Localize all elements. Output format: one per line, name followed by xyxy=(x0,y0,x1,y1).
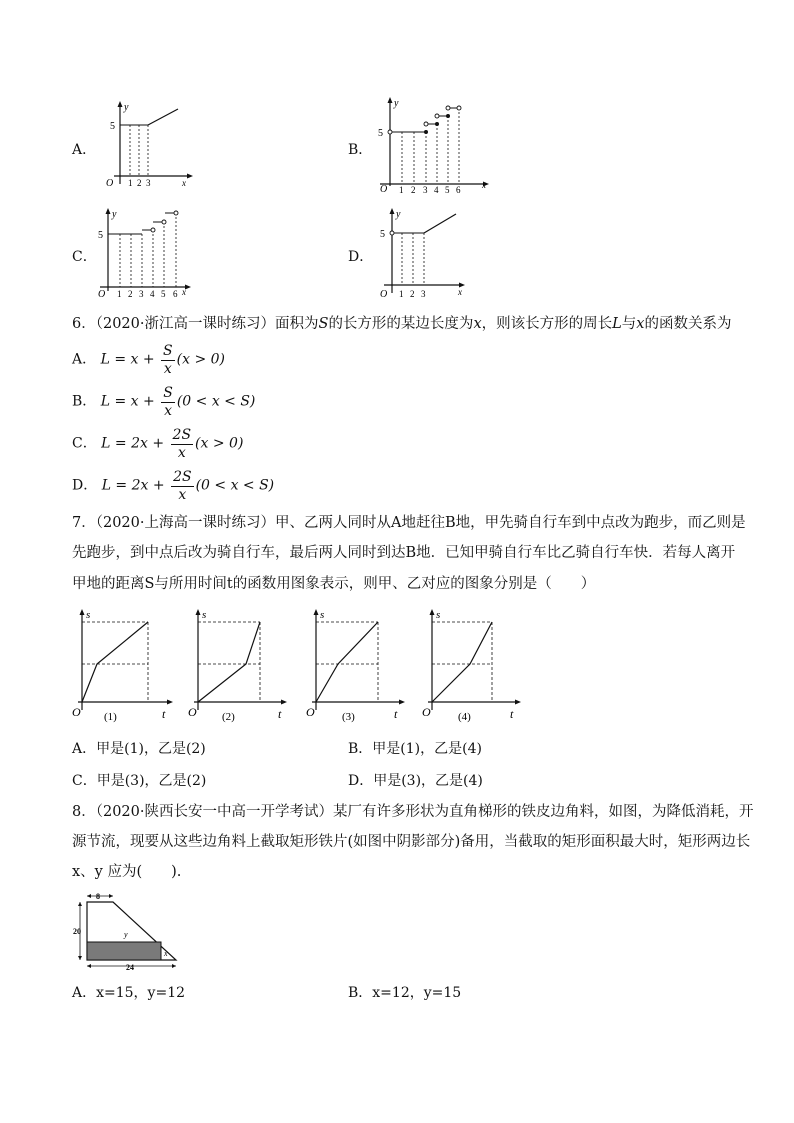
q7-graph-3 xyxy=(302,606,412,726)
q5-option-d-graph xyxy=(376,205,472,299)
q5b-origin: O xyxy=(380,184,388,194)
q5d-y-tick: 5 xyxy=(380,229,385,240)
q5d-x-tick-3: 3 xyxy=(421,289,426,299)
q7g1-t: t xyxy=(162,707,166,721)
q6-stem: 6．（2020·浙江高一课时练习）面积为S的长方形的某边长度为x，则该长方形的周长L与x的函数关系为 xyxy=(72,316,732,332)
q7g4-caption: (4) xyxy=(458,711,471,723)
q7g3-caption: (3) xyxy=(342,711,355,723)
q5a-x-tick-1: 1 xyxy=(128,178,133,188)
q5b-x-tick-3: 3 xyxy=(423,185,428,194)
q5b-x-tick-1: 1 xyxy=(399,185,404,194)
q7-option-a: A．甲是(1)，乙是(2) xyxy=(72,741,206,757)
q5b-x-tick-5: 5 xyxy=(445,185,450,194)
q5c-x-tick-4: 4 xyxy=(150,289,155,299)
q5d-origin: O xyxy=(380,289,388,299)
q7g2-o: O xyxy=(188,705,197,719)
q5c-x-tick-5: 5 xyxy=(161,289,166,299)
q5a-origin: O xyxy=(106,178,114,189)
q5-option-c-letter: C． xyxy=(72,249,97,265)
q5a-y-tick: 5 xyxy=(110,121,115,132)
q5c-y-tick: 5 xyxy=(98,230,103,241)
q7g3-s: s xyxy=(320,609,325,621)
q5c-origin: O xyxy=(98,289,106,299)
q5b-x-tick-4: 4 xyxy=(434,185,439,194)
q5b-y-label: y xyxy=(394,98,399,109)
q6-option-c: C． L = 2x + $\frac{2S}{x}$ (x > 0) xyxy=(72,427,244,461)
q5-option-c-graph xyxy=(96,205,192,299)
q8-label-x: x xyxy=(164,949,168,958)
q5c-x-tick-6: 6 xyxy=(173,289,178,299)
q5d-x-tick-2: 2 xyxy=(410,289,415,299)
q5d-x-label: x xyxy=(458,287,462,297)
q7g3-o: O xyxy=(306,705,315,719)
q5-option-b-graph xyxy=(374,96,494,194)
q8-option-a: A．x=15，y=12 xyxy=(72,985,186,1001)
q7g1-s: s xyxy=(86,609,91,621)
q7-stem-line1: 7．（2020·上海高一课时练习）甲、乙两人同时从A地赶往B地，甲先骑自行车到中点改为跑步，而乙则是 xyxy=(72,515,746,531)
q5a-x-tick-3: 3 xyxy=(146,178,151,188)
q7-stem-line2: 先跑步，到中点后改为骑自行车，最后两人同时到达B地．已知甲骑自行车比乙骑自行车快．若每人离开 xyxy=(72,545,736,561)
q8-dim-top: 8 xyxy=(96,892,100,901)
q7g2-caption: (2) xyxy=(222,711,235,723)
q5-option-a-graph xyxy=(98,100,194,192)
q8-dim-left: 20 xyxy=(73,927,81,936)
q5d-x-tick-1: 1 xyxy=(399,289,404,299)
q5d-y-label: y xyxy=(396,209,401,220)
q5a-x-tick-2: 2 xyxy=(137,178,142,188)
q7g1-o: O xyxy=(72,705,81,719)
q5c-x-tick-3: 3 xyxy=(139,289,144,299)
q5c-y-label: y xyxy=(112,209,117,220)
q5b-x-label: x xyxy=(482,180,486,190)
q7g3-t: t xyxy=(394,707,398,721)
q8-option-b: B．x=12，y=15 xyxy=(348,985,462,1001)
q6-option-a: A． L = x + $\frac{S}{x}$ (x > 0) xyxy=(72,343,225,377)
q8-stem-line2: 源节流，现要从这些边角料上截取矩形铁片(如图中阴影部分)备用，当截取的矩形面积最大时，矩形两边长 xyxy=(72,834,751,850)
q8-stem-line1: 8．（2020·陕西长安一中高一开学考试）某厂有许多形状为直角梯形的铁皮边角料，如图，为降低消耗，开 xyxy=(72,804,754,820)
q5a-y-label: y xyxy=(124,102,129,113)
q7-graph-2 xyxy=(188,606,298,726)
q8-trapezoid-figure xyxy=(72,890,184,972)
q7g2-t: t xyxy=(278,707,282,721)
q6-option-b: B． L = x + $\frac{S}{x}$ (0 < x < S) xyxy=(72,385,256,419)
q5-option-a-letter: A． xyxy=(72,142,97,158)
q5-option-d-letter: D． xyxy=(348,249,374,265)
q5c-x-tick-1: 1 xyxy=(117,289,122,299)
q7-stem-line3: 甲地的距离S与所用时间t的函数用图象表示，则甲、乙对应的图象分别是（ ） xyxy=(72,576,596,592)
q8-label-y: y xyxy=(124,930,128,939)
q5b-x-tick-6: 6 xyxy=(456,185,461,194)
q5c-x-tick-2: 2 xyxy=(128,289,133,299)
q8-dim-bottom: 24 xyxy=(126,963,134,972)
q7-option-d: D．甲是(3)，乙是(4) xyxy=(348,773,483,789)
q5c-x-label: x xyxy=(182,287,186,297)
q5-option-b-letter: B． xyxy=(348,142,373,158)
q7g4-t: t xyxy=(510,707,514,721)
q6-option-d: D． L = 2x + $\frac{2S}{x}$ (0 < x < S) xyxy=(72,469,275,503)
q7g1-caption: (1) xyxy=(104,711,117,723)
q8-stem-line3: x、y 应为( ). xyxy=(72,864,182,880)
q5b-x-tick-2: 2 xyxy=(411,185,416,194)
q5b-y-tick: 5 xyxy=(378,128,383,139)
q7-option-b: B．甲是(1)，乙是(4) xyxy=(348,741,482,757)
q7g4-s: s xyxy=(436,609,441,621)
q7g2-s: s xyxy=(202,609,207,621)
q7-graph-1 xyxy=(68,606,178,726)
q7g4-o: O xyxy=(422,705,431,719)
q7-graph-4 xyxy=(422,606,532,726)
q5a-x-label: x xyxy=(182,178,186,188)
q7-option-c: C．甲是(3)，乙是(2) xyxy=(72,773,207,789)
